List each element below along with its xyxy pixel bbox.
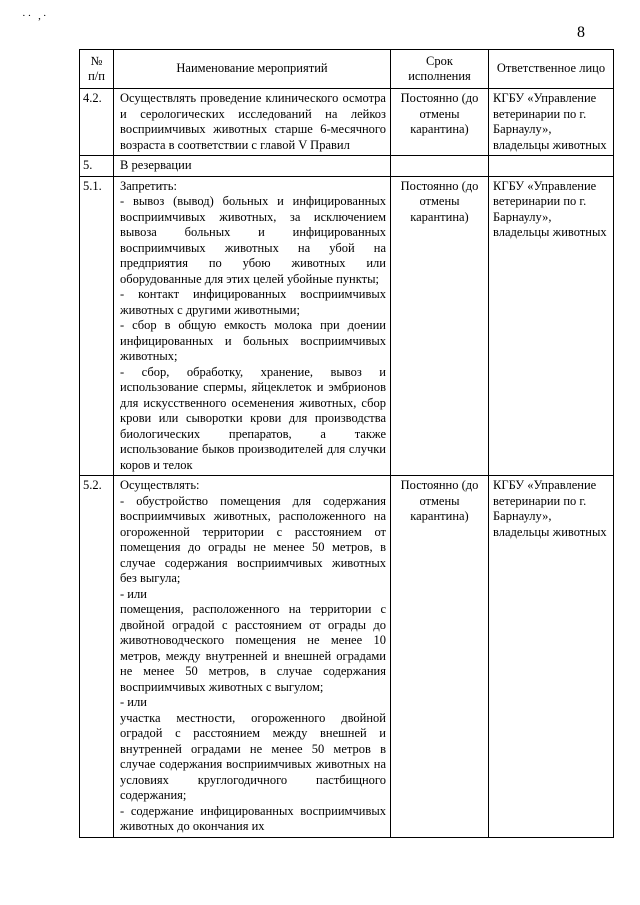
corner-marks: ·· ,·	[22, 10, 49, 22]
description-line: - контакт инфицированных восприимчивых животных с другими животными;	[120, 287, 386, 317]
description-line: помещения, расположенного на территории с двойной оградой с расстоянием от ограды до животноводческого помещения не менее 10 метров, между внутренней и внешней оградами не менее 50 метров, в случае содержания восприимчивых животных с выгулом;	[120, 602, 386, 694]
description-line: - содержание инфицированных восприимчивых животных до окончания их	[120, 803, 386, 833]
row-description	[114, 89, 391, 156]
row-description	[114, 156, 391, 177]
row-responsible: КГБУ «Управление ветеринарии по г. Барнаулу», владельцы животных	[489, 89, 614, 156]
row-term: Постоянно (до отмены карантина)	[391, 89, 489, 156]
table-row	[80, 176, 614, 476]
row-term: Постоянно (до отмены карантина)	[391, 176, 489, 476]
table-header-row	[80, 50, 614, 89]
description-line: - обустройство помещения для содержания восприимчивых животных, расположенного на огороженной территории с расстоянием от помещения до ограды не менее 50 метров, в случае содержания восприимчивых животных без выгула;	[120, 493, 386, 585]
row-number: 4.2.	[80, 89, 114, 156]
header-responsible: Ответственное лицо	[489, 50, 614, 89]
description-line: - или	[120, 586, 147, 601]
description-line: участка местности, огороженного двойной оградой с расстоянием между внешней и внутренней оградами не менее 50 метров в случае содержания восприимчивых животных на условиях круглогодичного пастбищного содержания;	[120, 710, 386, 802]
description-line: - сбор, обработку, хранение, вывоз и использование спермы, яйцеклеток и эмбрионов для искусственного осеменения животных, сбор крови или сыворотки крови для производства биологических препаратов, а также использование быков производителей для случки коров и телок	[120, 364, 386, 472]
row-number: 5.	[80, 156, 114, 177]
row-description	[114, 176, 391, 476]
row-responsible: КГБУ «Управление ветеринарии по г. Барнаулу», владельцы животных	[489, 476, 614, 838]
description-line: - вывоз (вывод) больных и инфицированных восприимчивых животных, за исключением вывоза больных и инфицированных восприимчивых животных на убой на предприятия по убою животных или оборудованные для этих целей убойные пункты;	[120, 194, 386, 286]
description-line: Осуществлять проведение клинического осмотра и серологических исследований на лейкоз восприимчивых животных старше 6-месячного возраста в соответствии с главой V Правил	[120, 91, 386, 152]
table-row	[80, 476, 614, 838]
description-line: Запретить:	[120, 178, 177, 193]
row-number: 5.2.	[80, 476, 114, 838]
row-responsible	[489, 156, 614, 177]
table-row	[80, 156, 614, 177]
header-term: Срок исполнения	[391, 50, 489, 89]
measures-table	[79, 49, 614, 838]
row-responsible: КГБУ «Управление ветеринарии по г. Барнаулу», владельцы животных	[489, 176, 614, 476]
description-line: - или	[120, 695, 147, 709]
header-num: № п/п	[80, 50, 114, 89]
page-number: 8	[577, 24, 585, 41]
row-term: Постоянно (до отмены карантина)	[391, 476, 489, 838]
description-line: Осуществлять:	[120, 478, 200, 492]
row-description	[114, 476, 391, 838]
header-name: Наименование мероприятий	[114, 50, 391, 89]
row-number: 5.1.	[80, 176, 114, 476]
description-line: - сбор в общую емкость молока при доении инфицированных и больных восприимчивых животных;	[120, 318, 386, 363]
table-row	[80, 89, 614, 156]
row-term	[391, 156, 489, 177]
description-line: В резервации	[120, 158, 192, 172]
